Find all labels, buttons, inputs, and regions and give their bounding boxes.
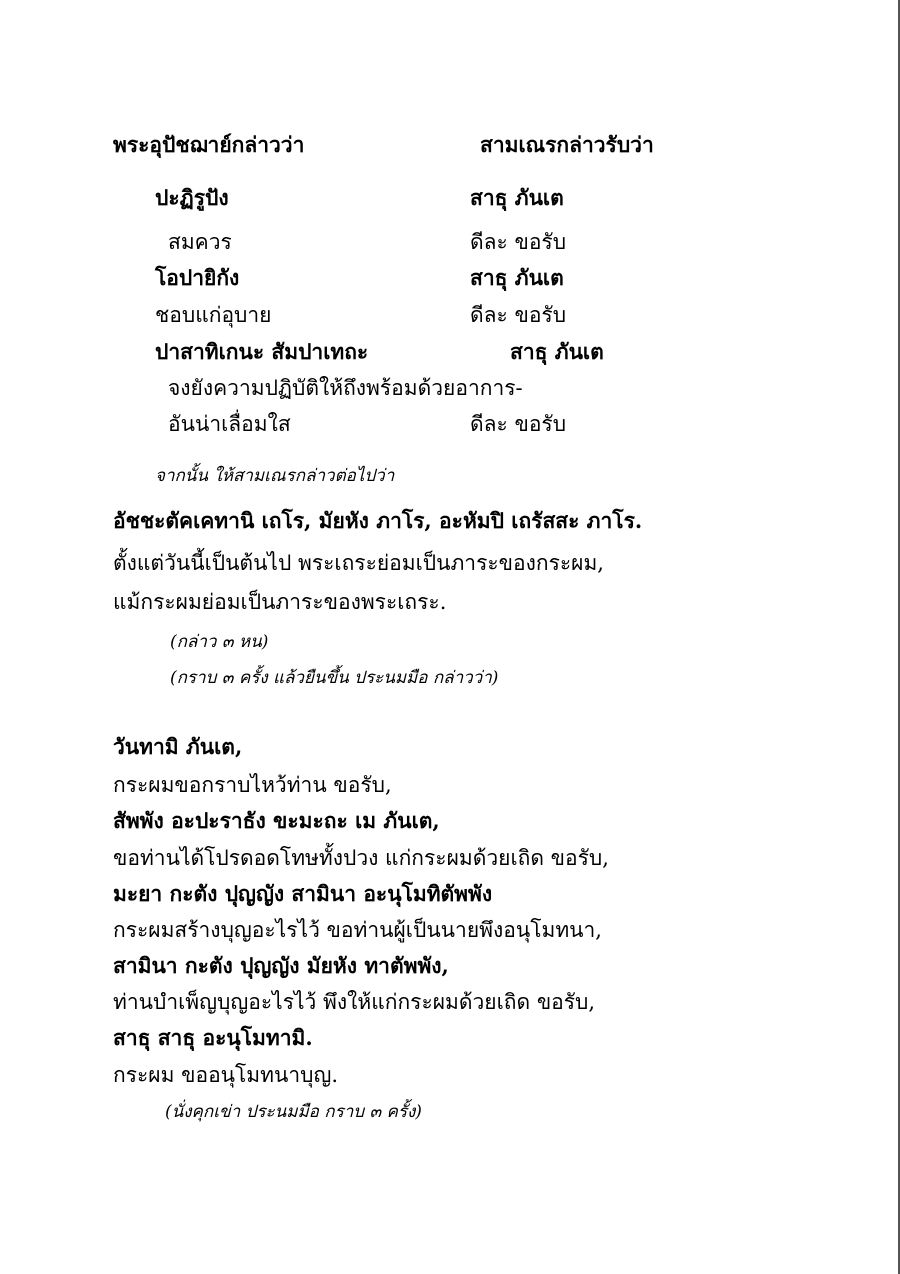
pali-line-2: สัพพัง อะปะราธัง ขะมะถะ เม ภันเต, (113, 808, 440, 833)
translation-line-1: ตั้งแต่วันนี้เป็นต้นไป พระเถระย่อมเป็นภาระของกระผม, (113, 551, 604, 575)
pair-2-novice: ดีละ ขอรับ (470, 230, 567, 254)
pair-1-novice: สาธุ ภันเต (470, 185, 564, 210)
pair-1-preceptor: ปะฏิรูปัง (155, 185, 229, 210)
final-note: (นั่งคุกเข่า ประนมมือ กราบ ๓ ครั้ง) (165, 1102, 422, 1122)
instruction-note: จากนั้น ให้สามเณรกล่าวต่อไปว่า (155, 466, 395, 486)
pair-5-novice: สาธุ ภันเต (510, 339, 604, 364)
pair-4-preceptor: ชอบแก่อุบาย (155, 303, 272, 327)
pair-3-novice: สาธุ ภันเต (470, 265, 564, 290)
pair-2-preceptor: สมควร (168, 230, 232, 254)
novice-replies-heading: สามเณรกล่าวรับว่า (480, 132, 654, 157)
bow-note: (กราบ ๓ ครั้ง แล้วยืนขึ้น ประนมมือ กล่าวว่า) (170, 668, 499, 688)
thai-line-2: ขอท่านได้โปรดอดโทษทั้งปวง แก่กระผมด้วยเถิด ขอรับ, (113, 846, 609, 870)
translation-line-2: แม้กระผมย่อมเป็นภาระของพระเถระ. (113, 590, 447, 614)
preceptor-says-heading: พระอุปัชฌาย์กล่าวว่า (113, 132, 305, 157)
thai-line-3: กระผมสร้างบุญอะไรไว้ ขอท่านผู้เป็นนายพึงอนุโมทนา, (113, 918, 602, 942)
repeat-note: (กล่าว ๓ หน) (170, 632, 269, 652)
pair-5-preceptor: ปาสาทิเกนะ สัมปาเทถะ (155, 339, 369, 364)
pair-7-preceptor: อันน่าเลื่อมใส (168, 412, 291, 436)
thai-line-1: กระผมขอกราบไหว้ท่าน ขอรับ, (113, 773, 392, 797)
pali-line-1: วันทามิ ภันเต, (113, 734, 243, 759)
pali-line-3: มะยา กะตัง ปุญญัง สามินา อะนุโมทิตัพพัง (113, 881, 493, 906)
pair-7-novice: ดีละ ขอรับ (470, 412, 567, 436)
pali-line-4: สามินา กะตัง ปุญญัง มัยหัง ทาตัพพัง, (113, 953, 449, 978)
thai-line-5: กระผม ขออนุโมทนาบุญ. (113, 1063, 339, 1087)
pair-3-preceptor: โอปายิกัง (155, 265, 240, 290)
pali-acceptance-line: อัชชะตัคเคทานิ เถโร, มัยหัง ภาโร, อะหัมปิ เถรัสสะ ภาโร. (113, 508, 643, 533)
pair-4-novice: ดีละ ขอรับ (470, 303, 567, 327)
pair-6-preceptor: จงยังความปฏิบัติให้ถึงพร้อมด้วยอาการ- (168, 376, 523, 400)
pali-line-5: สาธุ สาธุ อะนุโมทามิ. (113, 1025, 313, 1050)
thai-line-4: ท่านบำเพ็ญบุญอะไรไว้ พึงให้แก่กระผมด้วยเถิด ขอรับ, (113, 990, 596, 1014)
